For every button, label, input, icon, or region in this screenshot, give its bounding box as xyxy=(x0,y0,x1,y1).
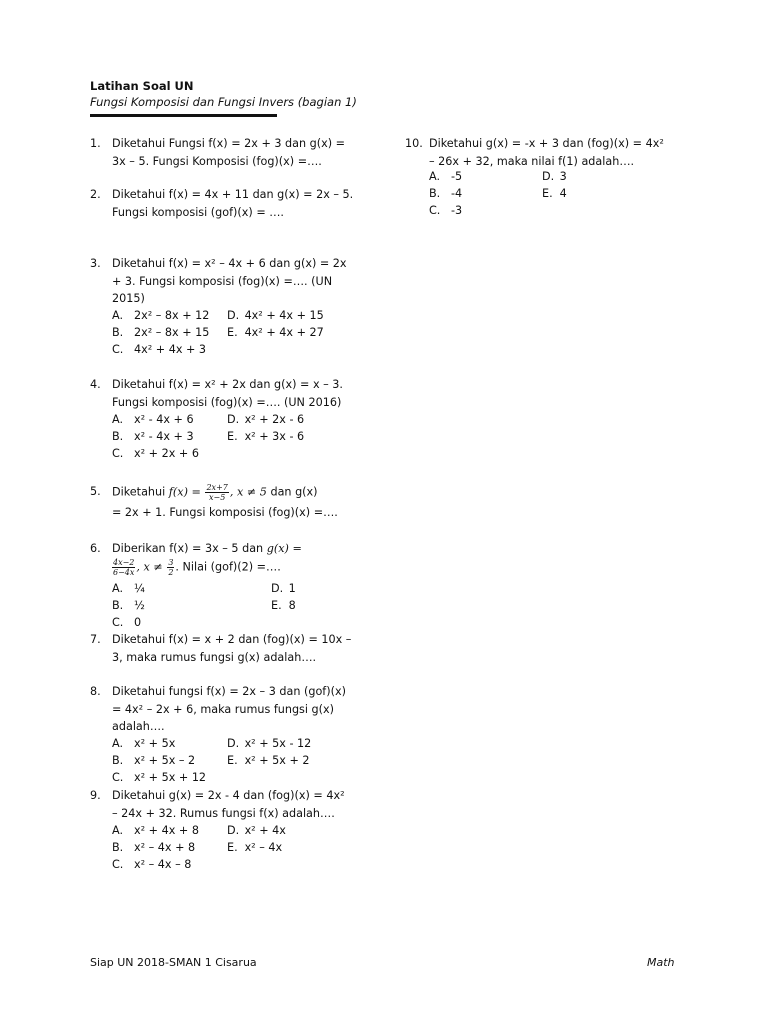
question-text xyxy=(429,135,677,170)
question-line: adalah…. xyxy=(112,720,165,733)
question-line: Diketahui fungsi f(x) = 2x – 3 dan (gof)(x) xyxy=(112,685,346,698)
option-d: D. 3 xyxy=(542,170,567,183)
option-e: E. x² + 5x + 2 xyxy=(227,754,310,767)
page-title: Latihan Soal UN xyxy=(90,79,194,93)
fraction-g: $\frac{4x-2}{6-4x}$ xyxy=(113,557,135,577)
option-b: B. x² + 5x – 2 xyxy=(112,754,196,767)
question-number: 9. xyxy=(90,789,101,802)
option-c: C. 4x² + 4x + 3 xyxy=(112,343,207,356)
footer-left-text: Siap UN 2018-SMAN 1 Cisarua xyxy=(90,956,257,969)
question-line: – 26x + 32, maka nilai f(1) adalah…. xyxy=(429,154,635,168)
question-number: 8. xyxy=(90,685,101,698)
option-c: C. 0 xyxy=(112,616,142,629)
question-number: 6. xyxy=(90,542,101,555)
option-d: D. x² + 4x xyxy=(227,824,286,837)
option-a: A. ¼ xyxy=(112,582,145,595)
question-number: 10. xyxy=(405,137,423,150)
fraction-f: $\frac{2x+7}{x-5}$ xyxy=(206,483,228,502)
question-text xyxy=(112,631,360,666)
question-line: Diketahui f(x) = x² – 4x + 6 dan g(x) = 2x xyxy=(112,257,347,270)
question-3 xyxy=(90,255,370,365)
question-line: Diketahui f(x) = $\frac{2x+7}{x-5}$ , x ≠ 5 dan g(x) xyxy=(112,483,318,502)
title-underline xyxy=(90,114,277,117)
option-b: B. 2x² – 8x + 15 xyxy=(112,326,210,339)
question-text xyxy=(112,683,360,736)
question-number: 7. xyxy=(90,633,101,646)
question-line: Diberikan f(x) = 3x – 5 dan g(x) = xyxy=(112,542,302,555)
question-line: Diketahui f(x) = x² + 2x dan g(x) = x – 3. xyxy=(112,378,343,391)
question-line: 3x – 5. Fungsi Komposisi (fog)(x) =…. xyxy=(112,154,322,168)
question-5 xyxy=(90,483,370,523)
option-e: E. 4 xyxy=(542,187,567,200)
page-subtitle: Fungsi Komposisi dan Fungsi Invers (bagian 1) xyxy=(90,95,357,109)
option-e: E. 8 xyxy=(271,599,296,612)
question-line: = 4x² – 2x + 6, maka rumus fungsi g(x) xyxy=(112,702,334,716)
option-b: B. -4 xyxy=(429,187,463,200)
question-line: $\frac{4x-2}{6-4x}$ , x ≠ $\frac{3}{2}$ . Nilai (gof)(2) =…. xyxy=(113,557,281,577)
question-line: Diketahui g(x) = 2x - 4 dan (fog)(x) = 4x² xyxy=(112,789,345,802)
question-number: 5. xyxy=(90,485,101,498)
question-line: Fungsi komposisi (gof)(x) = …. xyxy=(112,205,284,219)
option-d: D. x² + 5x - 12 xyxy=(227,737,312,750)
option-e: E. x² – 4x xyxy=(227,841,283,854)
option-d: D. x² + 2x - 6 xyxy=(227,413,305,426)
question-line: + 3. Fungsi komposisi (fog)(x) =…. (UN xyxy=(112,274,333,288)
question-line: Diketahui g(x) = -x + 3 dan (fog)(x) = 4x² xyxy=(429,137,664,150)
option-b: B. x² – 4x + 8 xyxy=(112,841,196,854)
option-a: A. x² + 4x + 8 xyxy=(112,824,199,837)
question-line: Diketahui f(x) = 4x + 11 dan g(x) = 2x – 5. xyxy=(112,188,354,201)
option-c: C. -3 xyxy=(429,204,463,217)
function-g: g(x) = xyxy=(266,542,302,555)
question-text xyxy=(112,135,360,170)
option-c: C. x² + 2x + 6 xyxy=(112,447,199,460)
option-e: E. x² + 3x - 6 xyxy=(227,430,305,443)
option-b: B. ½ xyxy=(112,599,145,612)
question-line: Diketahui f(x) = x + 2 dan (fog)(x) = 10x – xyxy=(112,633,352,646)
question-line: – 24x + 32. Rumus fungsi f(x) adalah…. xyxy=(112,806,335,820)
question-10 xyxy=(405,135,685,225)
question-number: 3. xyxy=(90,257,101,270)
question-line: 2015) xyxy=(112,292,145,305)
option-a: A. 2x² – 8x + 12 xyxy=(112,309,210,322)
option-d: D. 1 xyxy=(271,582,296,595)
question-number: 2. xyxy=(90,188,101,201)
question-text xyxy=(112,483,360,521)
domain-condition: , x ≠ 5 xyxy=(229,485,267,499)
option-e: E. 4x² + 4x + 27 xyxy=(227,326,324,339)
question-6 xyxy=(90,540,370,632)
footer-subject: Math xyxy=(647,956,675,969)
question-number: 4. xyxy=(90,378,101,391)
function-f: f(x) = xyxy=(168,485,201,499)
option-a: A. -5 xyxy=(429,170,463,183)
option-c: C. x² – 4x – 8 xyxy=(112,858,192,871)
option-c: C. x² + 5x + 12 xyxy=(112,771,207,784)
question-line: Fungsi komposisi (fog)(x) =…. (UN 2016) xyxy=(112,395,342,409)
question-text xyxy=(112,186,360,221)
question-9 xyxy=(90,787,370,877)
question-text xyxy=(112,787,360,822)
question-text xyxy=(112,376,360,411)
domain-condition: , x ≠ xyxy=(136,560,163,573)
option-b: B. x² - 4x + 3 xyxy=(112,430,194,443)
option-a: A. x² + 5x xyxy=(112,737,176,750)
option-d: D. 4x² + 4x + 15 xyxy=(227,309,324,322)
question-line: = 2x + 1. Fungsi komposisi (fog)(x) =…. xyxy=(112,505,338,519)
question-text xyxy=(112,540,360,575)
question-text xyxy=(112,255,360,308)
question-line: 3, maka rumus fungsi g(x) adalah…. xyxy=(112,650,317,664)
question-8 xyxy=(90,683,370,788)
fraction-three-halves: $\frac{3}{2}$ xyxy=(168,557,174,577)
question-line: Diketahui Fungsi f(x) = 2x + 3 dan g(x) = xyxy=(112,137,346,150)
question-4 xyxy=(90,376,370,471)
question-number: 1. xyxy=(90,137,101,150)
option-a: A. x² - 4x + 6 xyxy=(112,413,194,426)
